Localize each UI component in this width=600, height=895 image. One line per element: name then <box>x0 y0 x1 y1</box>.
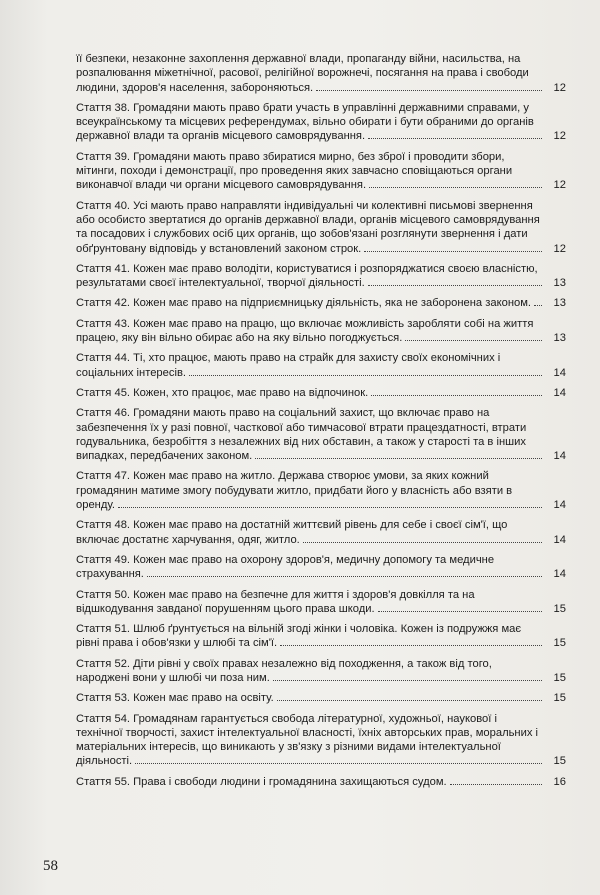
page-ref: 14 <box>553 568 566 581</box>
toc-entry <box>76 518 566 547</box>
article-text: Кожен, хто працює, має право на відпочинок. <box>133 386 369 399</box>
page-ref: 16 <box>553 775 566 788</box>
toc-entry-text <box>76 407 526 462</box>
article-text: Ті, хто працює, мають право на страйк для захисту своїх економічних і соціальних інтересів. <box>76 352 501 379</box>
page-ref: 12 <box>553 81 566 94</box>
dot-leader <box>277 699 542 701</box>
toc-entry <box>76 406 566 463</box>
article-label: Стаття 44. <box>76 352 131 365</box>
toc-entry <box>76 317 566 346</box>
toc-entry-text <box>76 692 274 704</box>
toc-entry <box>76 775 566 789</box>
dot-leader <box>378 610 542 612</box>
article-text: Громадянам гарантується свобода літературної, художньої, наукової і технічної творчості, захист інтелектуальної власності, їхніх авторських прав, моральних і матеріальних інтересів, що виникають у зв'язку з різними видами інтелектуальної діяльності. <box>76 712 539 768</box>
toc-entry-text <box>76 53 529 94</box>
dot-leader <box>255 457 542 459</box>
article-label: Стаття 47. <box>76 470 131 483</box>
page-ref: 13 <box>553 332 566 345</box>
dot-leader <box>371 394 542 396</box>
dot-leader <box>189 374 542 376</box>
page-ref: 12 <box>553 242 566 255</box>
toc-entry <box>76 296 566 310</box>
article-label: Стаття 55. <box>76 775 131 788</box>
article-label: Стаття 48. <box>76 519 131 532</box>
article-text: Громадяни мають право брати участь в управлінні державними справами, у всеукраїнському та місцевих референдумах, вільно обирати і бути обраними до органів державної влади та органів місцевого самоврядування. <box>76 101 534 143</box>
dot-leader <box>534 304 542 306</box>
article-label: Стаття 54. <box>76 712 131 725</box>
toc-entry <box>76 691 566 705</box>
article-text: Кожен має право на охорону здоров'я, медичну допомогу та медичне страхування. <box>76 553 495 581</box>
article-label: Стаття 52. <box>76 657 131 670</box>
table-of-contents <box>76 52 566 795</box>
toc-entry <box>76 351 566 380</box>
toc-entry-text <box>76 151 512 192</box>
dot-leader <box>273 679 542 681</box>
toc-entry <box>76 553 566 582</box>
toc-entry <box>76 101 566 144</box>
article-text: Кожен має право на освіту. <box>133 692 274 705</box>
dot-leader <box>147 575 542 577</box>
page-ref: 14 <box>553 499 566 512</box>
page-ref: 14 <box>553 533 566 546</box>
article-label: Стаття 50. <box>76 588 131 601</box>
toc-entry <box>76 588 566 617</box>
dot-leader <box>368 284 542 286</box>
page-ref: 15 <box>553 671 566 684</box>
article-text: Усі мають право направляти індивідуальні чи колективні письмові звернення або особисто звертатися до органів державної влади, органів місцевого самоврядування та посадових і службових осіб цих органів, що зобов'язані розглянути звернення і дати обґрунтовану відповідь у встановлений законом строк. <box>76 199 540 255</box>
toc-entry <box>76 657 566 686</box>
dot-leader <box>405 339 542 341</box>
dot-leader <box>303 541 542 543</box>
article-label: Стаття 41. <box>76 262 131 275</box>
toc-entry-text <box>76 470 512 511</box>
article-label: Стаття 46. <box>76 407 131 420</box>
toc-entry <box>76 199 566 256</box>
toc-entry-text <box>76 102 534 143</box>
dot-leader <box>364 250 542 252</box>
article-text: Кожен має право на безпечне для життя і здоров'я довкілля та на відшкодування завданої порушенням цього права шкоди. <box>76 588 475 615</box>
toc-entry <box>76 622 566 651</box>
dot-leader <box>368 137 542 139</box>
article-label: Стаття 43. <box>76 317 131 330</box>
article-text: Кожен має право на працю, що включає можливість заробляти собі на життя працею, яку він вільно обирає або на яку вільно погоджується. <box>76 317 534 345</box>
toc-entry <box>76 386 566 400</box>
article-label: Стаття 49. <box>76 553 131 566</box>
article-label: Стаття 53. <box>76 692 131 705</box>
page-ref: 15 <box>553 637 566 650</box>
article-label: Стаття 39. <box>76 150 131 163</box>
article-text: Права і свободи людини і громадянина захищаються судом. <box>133 775 447 788</box>
page-ref: 15 <box>553 755 566 768</box>
page-ref: 13 <box>553 297 566 310</box>
dot-leader <box>369 186 542 188</box>
toc-entry <box>76 469 566 512</box>
article-label: Стаття 40. <box>76 199 131 212</box>
dot-leader <box>135 762 542 764</box>
page-ref: 12 <box>553 179 566 192</box>
dot-leader <box>118 506 542 508</box>
toc-entry <box>76 52 566 95</box>
article-text: її безпеки, незаконне захоплення державної влади, пропаганду війни, насильства, на розпалювання міжетнічної, расової, релігійної ворожнечі, посягання на права і свободи людини, здоров'я населення, забороняються. <box>76 53 529 94</box>
page-ref: 14 <box>553 450 566 463</box>
article-text: Діти рівні у своїх правах незалежно від походження, а також від того, народжені вони у шлюбі чи поза ним. <box>76 657 492 684</box>
article-label: Стаття 51. <box>76 623 131 636</box>
article-text: Кожен має право на житло. Держава створює умови, за яких кожний громадянин матиме змогу побудувати житло, придбати його у власність або взяти в оренду. <box>76 470 513 512</box>
article-text: Кожен має право на достатній життєвий рівень для себе і своєї сім'ї, що включає достатнє харчування, одяг, житло. <box>76 519 508 546</box>
article-text: Кожен має право на підприємницьку діяльність, яка не заборонена законом. <box>133 297 532 310</box>
dot-leader <box>280 644 542 646</box>
article-text: Громадяни мають право на соціальний захист, що включає право на забезпечення їх у разі повної, часткової або тимчасової втрати працездатності, втрати годувальника, безробіття з незалежних від них обставин, а також у старості та в інших випадках, передбачених законом. <box>76 407 527 463</box>
page-ref: 13 <box>553 277 566 290</box>
page-ref: 12 <box>553 130 566 143</box>
toc-entry-text <box>76 776 447 788</box>
toc-entry <box>76 712 566 769</box>
toc-entry-text <box>76 387 368 399</box>
toc-entry <box>76 262 566 291</box>
page-ref: 14 <box>553 366 566 379</box>
page-number: 58 <box>43 858 58 874</box>
article-text: Громадяни мають право збиратися мирно, без зброї і проводити збори, мітинги, походи і демонстрації, про проведення яких завчасно сповіщаються органи виконавчої влади чи органи місцевого самоврядування. <box>76 150 513 192</box>
article-label: Стаття 45. <box>76 386 131 399</box>
toc-entry-text <box>76 713 538 768</box>
page-ref: 14 <box>553 386 566 399</box>
dot-leader <box>450 783 542 785</box>
toc-entry-text <box>76 200 540 255</box>
article-label: Стаття 38. <box>76 101 131 114</box>
page-ref: 15 <box>553 602 566 615</box>
article-label: Стаття 42. <box>76 297 131 310</box>
toc-entry-text <box>76 297 531 309</box>
article-text: Шлюб ґрунтується на вільній згоді жінки і чоловіка. Кожен із подружжя має рівні права і обов'язки у шлюбі та сім'ї. <box>76 623 522 650</box>
page-ref: 15 <box>553 692 566 705</box>
dot-leader <box>316 89 542 91</box>
toc-entry <box>76 150 566 193</box>
article-text: Кожен має право володіти, користуватися і розпоряджатися своєю власністю, результатами своєї інтелектуальної, творчої діяльності. <box>76 262 538 290</box>
